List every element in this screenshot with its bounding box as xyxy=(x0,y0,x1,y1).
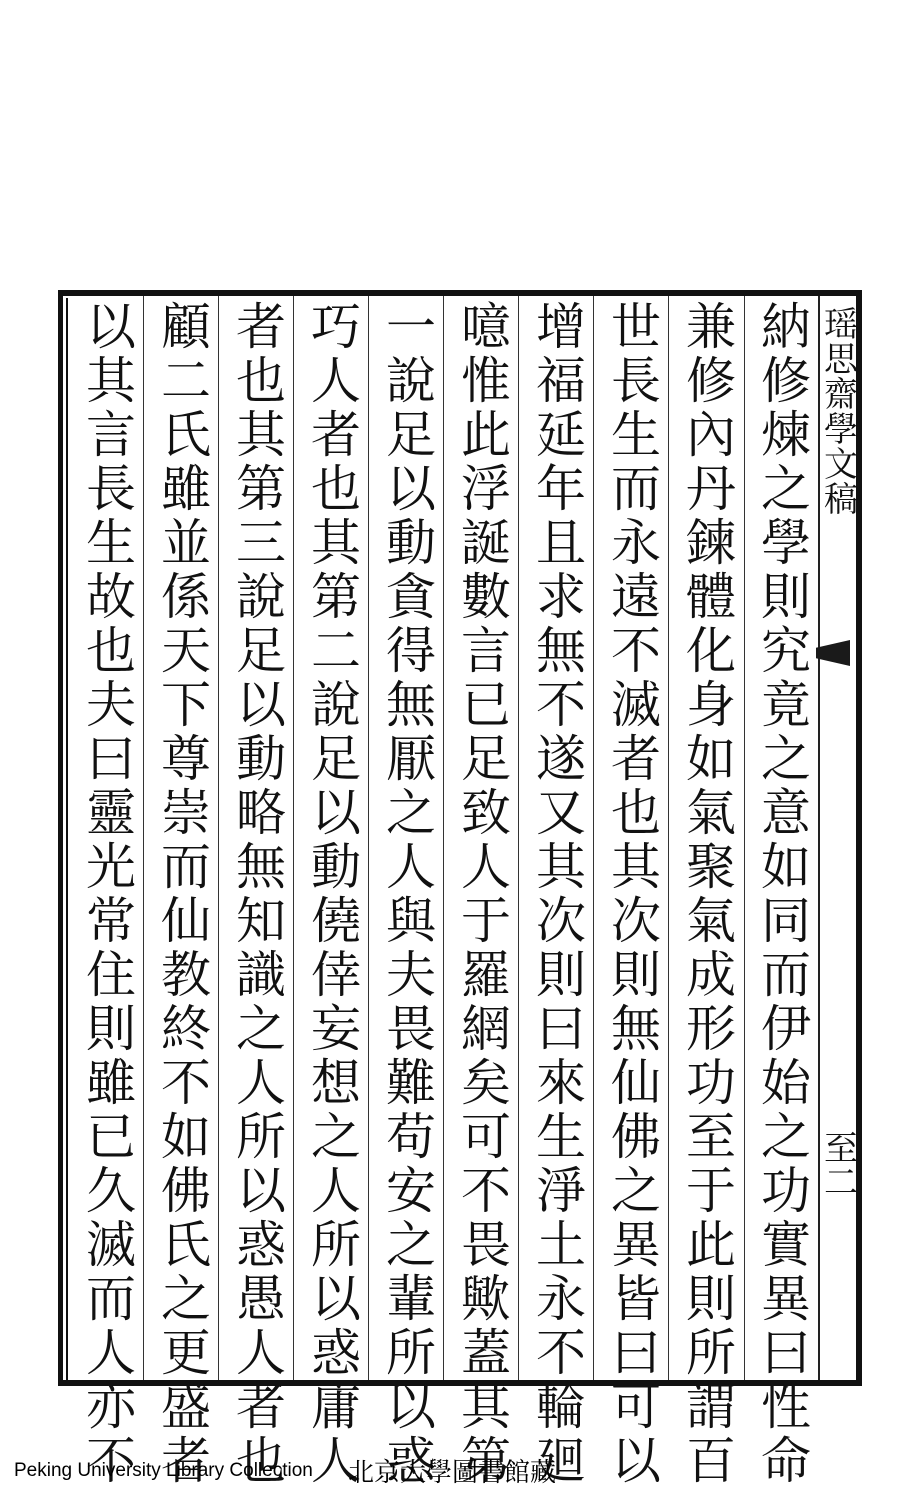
text-column-1: 納修煉之學則究竟之意如同而伊始之功實異曰性命 xyxy=(753,300,811,1488)
column-rule xyxy=(293,296,294,1380)
collection-name-zh: 北京大學圖書館藏 xyxy=(348,1458,557,1488)
column-rule xyxy=(668,296,669,1380)
text-column-6: 一說足以動貪得無厭之人與夫畏難苟安之輩所以惑 xyxy=(378,300,436,1488)
text-column-7: 巧人者也其第二說足以動僥倖妄想之人所以惑庸人 xyxy=(303,300,361,1488)
column-rule xyxy=(143,296,144,1380)
column-rule xyxy=(744,296,745,1380)
column-rule xyxy=(518,296,519,1380)
page-number: 至二 xyxy=(817,1130,858,1198)
column-rule xyxy=(443,296,444,1380)
text-column-4: 增福延年且求無不遂又其次則曰來生淨土永不輪廻 xyxy=(528,300,586,1488)
text-column-10: 以其言長生故也夫曰靈光常住則雖已久滅而人亦不 xyxy=(78,300,136,1488)
frame-inner-rule xyxy=(66,298,68,1380)
text-column-5: 噫惟此浮誕數言已足致人于羅網矣可不畏歟蓋其第 xyxy=(453,300,511,1488)
column-rule xyxy=(218,296,219,1380)
text-column-8: 者也其第三說足以動略無知識之人所以惑愚人者也 xyxy=(228,300,286,1488)
column-rule xyxy=(593,296,594,1380)
collection-name-en: Peking University Library Collection xyxy=(14,1460,313,1481)
book-title: 瑶思齋學文稿 xyxy=(817,306,858,516)
text-column-3: 世長生而永遠不滅者也其次則無仙佛之異皆曰可以 xyxy=(603,300,661,1488)
text-column-2: 兼修內丹鍊體化身如氣聚氣成形功至于此則所謂百 xyxy=(678,300,736,1488)
column-rule xyxy=(368,296,369,1380)
collection-footer xyxy=(0,1448,900,1488)
text-column-9: 顧二氏雖並係天下尊崇而仙教終不如佛氏之更盛者 xyxy=(153,300,211,1488)
